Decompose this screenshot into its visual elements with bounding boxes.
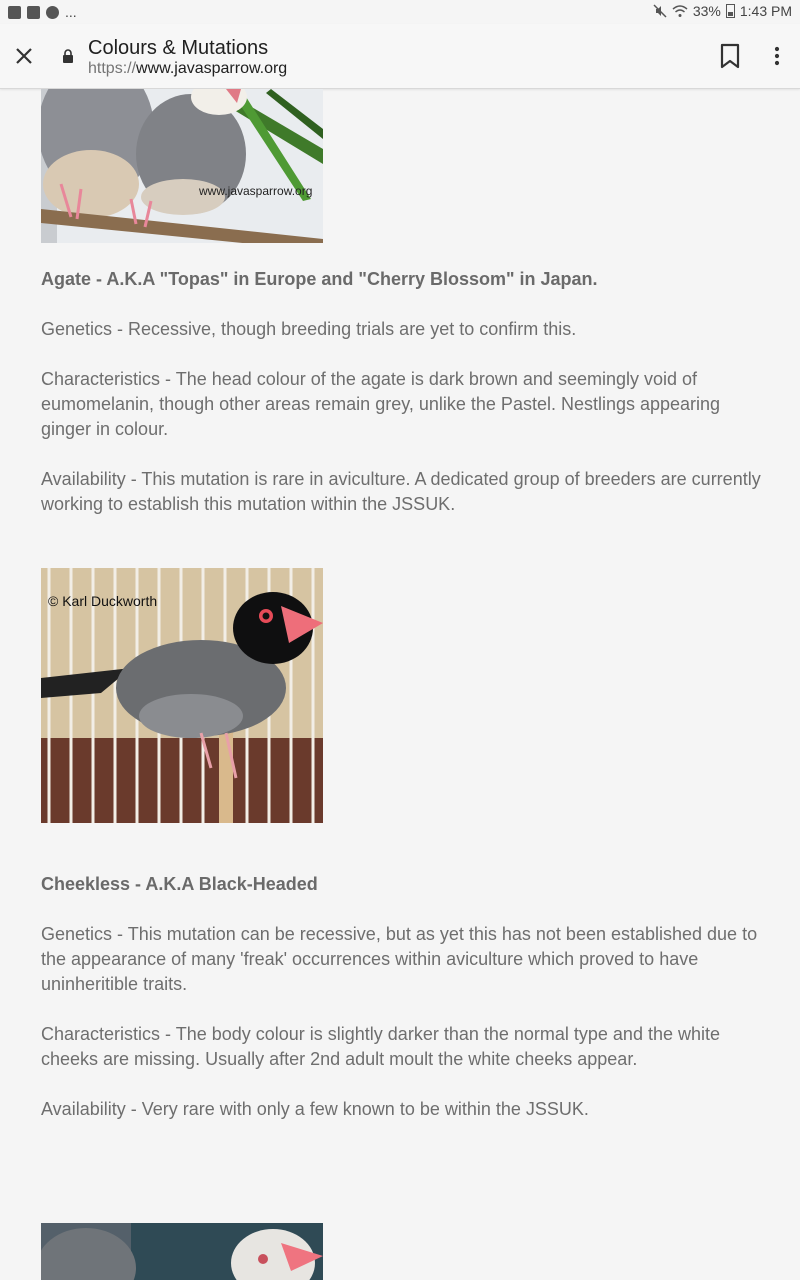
image-icon <box>8 6 21 19</box>
url-scheme: https:// <box>88 60 137 77</box>
battery-percent: 33% <box>692 3 721 19</box>
section-characteristics: Characteristics - The body colour is slightly darker than the normal type and the white cheeks are missing. Usually after 2nd adult moult the white cheeks appear. <box>41 1024 720 1069</box>
section-genetics: Genetics - This mutation can be recessive, but as yet this has not been established due to the appearance of many 'freak' occurrences within aviculture which proved to have uninheritible traits. <box>41 924 758 994</box>
status-left <box>8 4 77 20</box>
status-overflow: ... <box>65 4 77 20</box>
photo-credit: www.javasparrow.org <box>199 184 313 198</box>
page-content[interactable] <box>0 89 800 1280</box>
clock: 1:43 PM <box>739 3 792 19</box>
status-bar <box>0 0 800 24</box>
status-right <box>653 3 792 19</box>
agate-photo <box>41 89 323 243</box>
url-host: www.javasparrow.org <box>136 60 288 77</box>
cheekless-photo <box>41 568 323 823</box>
close-icon[interactable] <box>12 44 36 68</box>
more-options-icon[interactable] <box>768 44 786 68</box>
bookmark-icon[interactable] <box>718 42 742 70</box>
next-mutation-photo <box>41 1223 323 1280</box>
section-availability: Availability - This mutation is rare in aviculture. A dedicated group of breeders are currently working to establish this mutation within the JSSUK. <box>41 469 761 514</box>
lock-icon <box>62 49 74 63</box>
section-heading: Cheekless - A.K.A Black-Headed <box>41 874 318 894</box>
page-url[interactable] <box>88 60 287 78</box>
battery-icon <box>726 4 735 18</box>
section-characteristics: Characteristics - The head colour of the agate is dark brown and seemingly void of eumomelanin, though other areas remain grey, unlike the Pastel. Nestlings appearing ginger in colour. <box>41 369 721 439</box>
photo-credit: © Karl Duckworth <box>48 593 158 609</box>
mute-icon <box>653 4 667 18</box>
section-genetics: Genetics - Recessive, though breeding trials are yet to confirm this. <box>41 319 577 339</box>
agate-bird-image <box>41 89 323 243</box>
section-heading: Agate - A.K.A "Topas" in Europe and "Cherry Blossom" in Japan. <box>41 269 598 289</box>
facebook-icon <box>27 6 40 19</box>
section-availability: Availability - Very rare with only a few known to be within the JSSUK. <box>41 1099 589 1119</box>
wifi-icon <box>672 4 688 18</box>
messenger-icon <box>46 6 59 19</box>
page-title: Colours & Mutations <box>88 37 269 59</box>
next-bird-image <box>41 1223 323 1280</box>
browser-toolbar <box>0 24 800 89</box>
